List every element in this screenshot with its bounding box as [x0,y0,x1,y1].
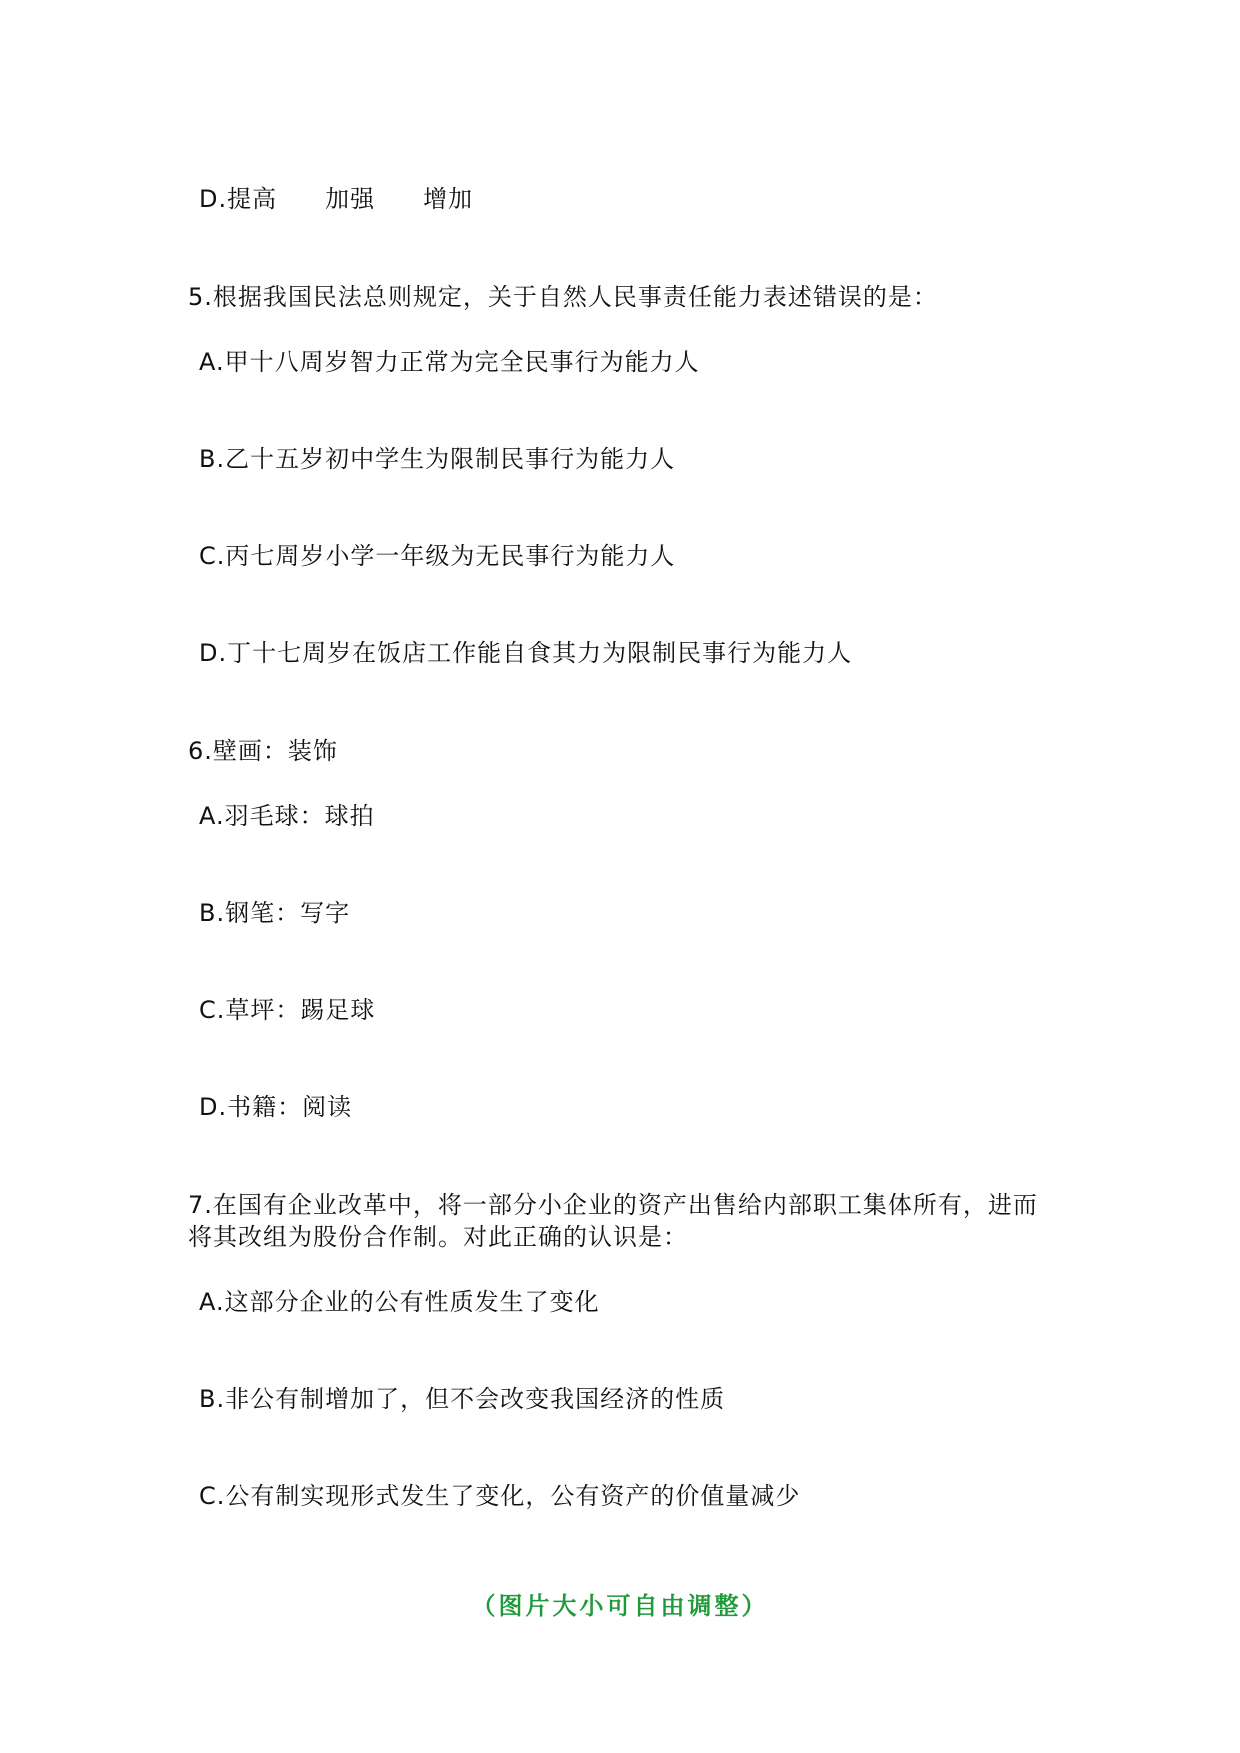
q5-option-a: A.甲十八周岁智力正常为完全民事行为能力人 [199,348,700,376]
q4-option-d [199,184,473,214]
q7-option-a: A.这部分企业的公有性质发生了变化 [199,1288,600,1316]
q6-option-c: C.草坪：踢足球 [199,996,376,1024]
q7-question-line-2: 将其改组为股份合作制。对此正确的认识是： [188,1223,688,1251]
q5-question: 5.根据我国民法总则规定，关于自然人民事责任能力表述错误的是： [188,283,938,311]
q7-option-c: C.公有制实现形式发生了变化，公有资产的价值量减少 [199,1482,801,1510]
q7-question-line-1: 7.在国有企业改革中，将一部分小企业的资产出售给内部职工集体所有，进而 [188,1191,1038,1219]
q4-option-d-label: D. [199,185,228,213]
q5-option-c: C.丙七周岁小学一年级为无民事行为能力人 [199,542,676,570]
image-resize-caption: （图片大小可自由调整） [471,1592,769,1620]
q5-option-d: D.丁十七周岁在饭店工作能自食其力为限制民事行为能力人 [199,639,853,667]
q4-option-d-part-2: 加强 [325,185,376,213]
q6-option-d: D.书籍：阅读 [199,1093,353,1121]
q5-option-b: B.乙十五岁初中学生为限制民事行为能力人 [199,445,676,473]
q6-option-a: A.羽毛球：球拍 [199,802,375,830]
q6-option-b: B.钢笔：写字 [199,899,351,927]
q4-option-d-part-3: 增加 [423,185,474,213]
q7-option-b: B.非公有制增加了，但不会改变我国经济的性质 [199,1385,726,1413]
q4-option-d-part-1: 提高 [227,185,278,213]
q6-question: 6.壁画：装饰 [188,737,338,765]
